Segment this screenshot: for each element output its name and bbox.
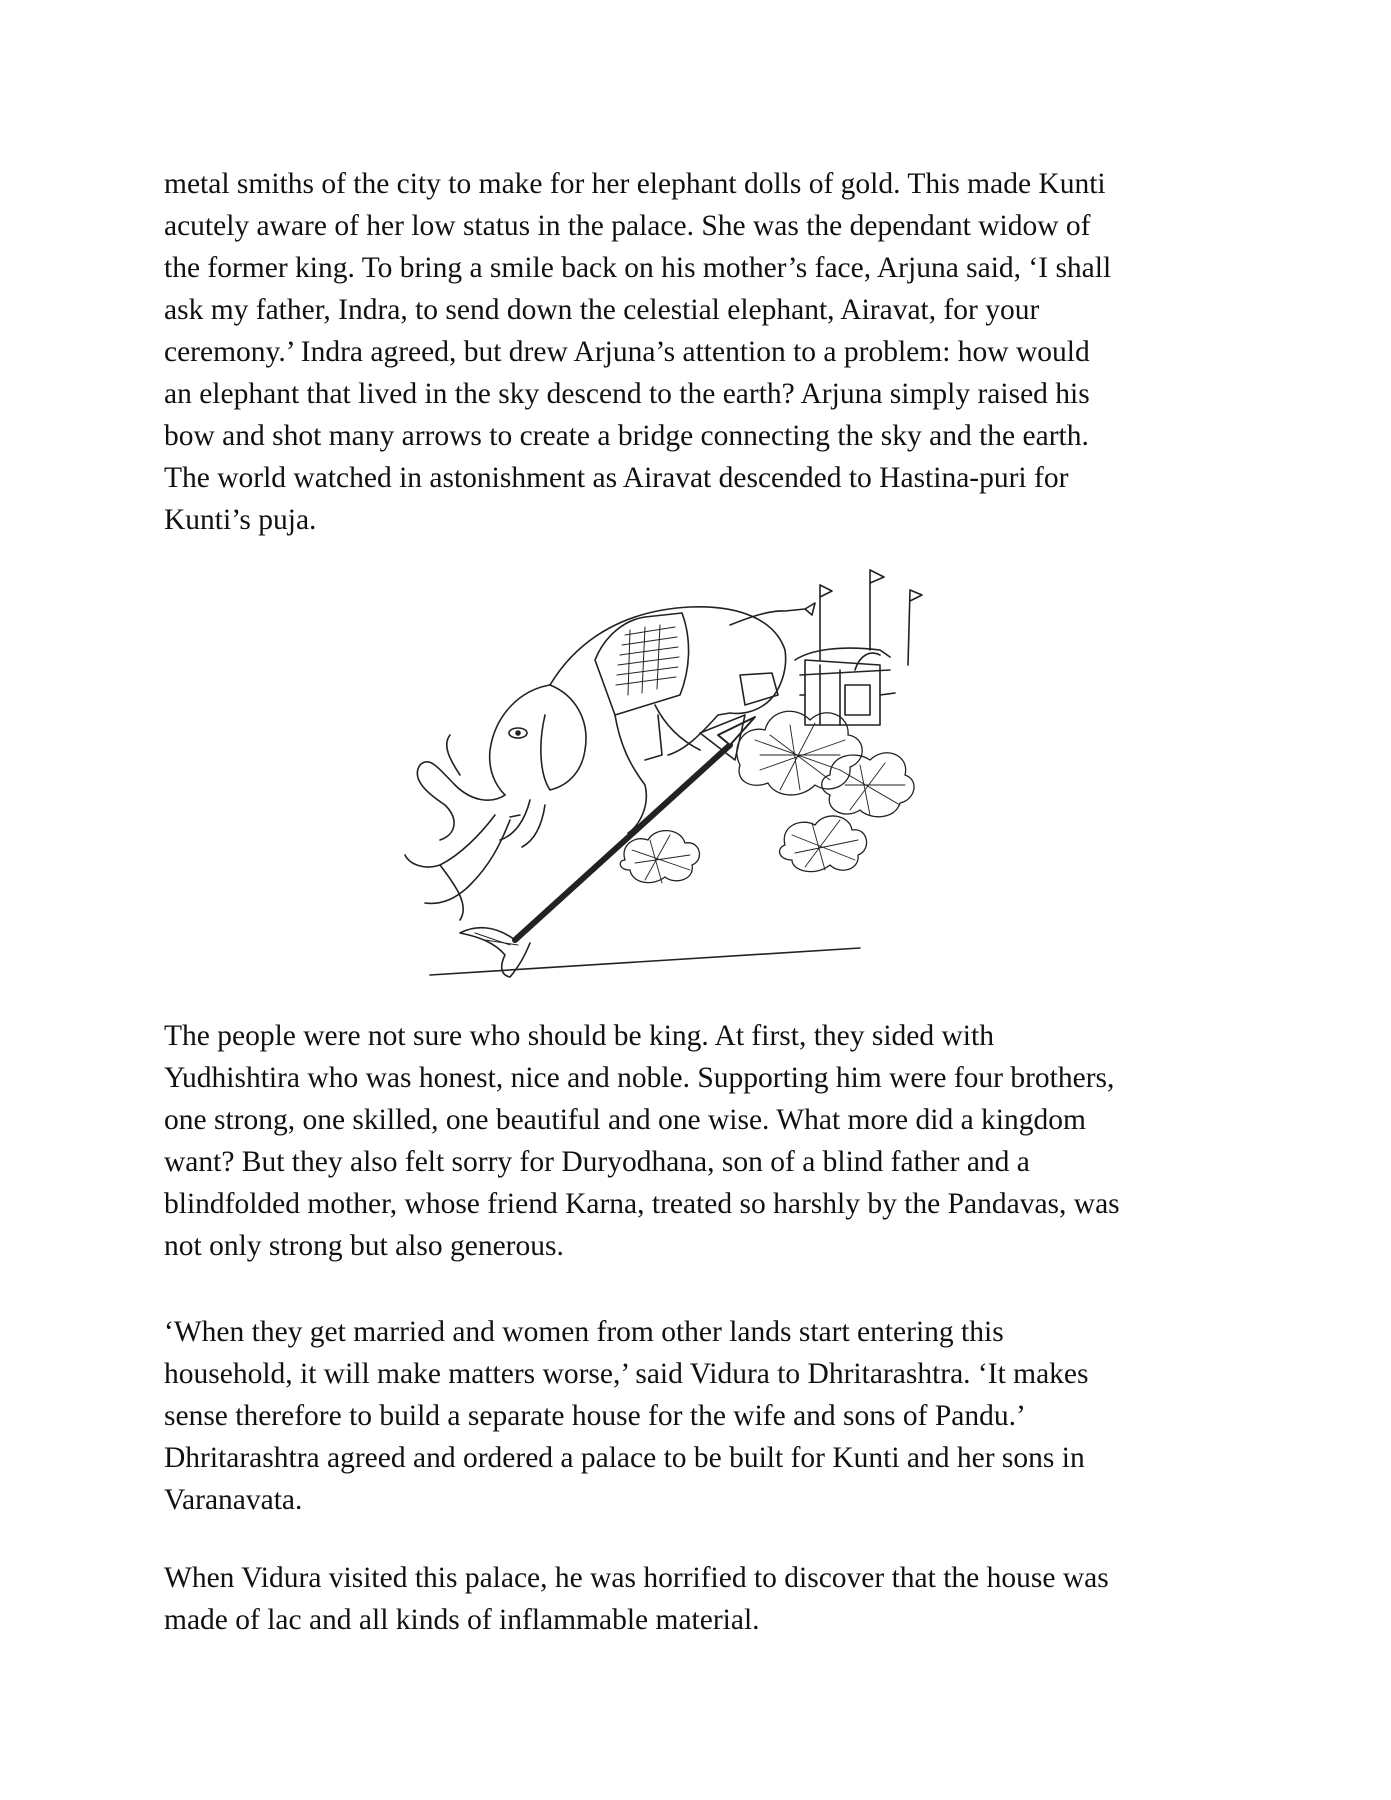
- saddle-pattern: [616, 625, 679, 695]
- paragraph-who-should-be-king: The people were not sure who should be king. At first, they sided with Yudhishtira who was honest, nice and noble. Supporting him were four brothers, one strong, one skilled, one beautiful and one wise. What more did a kingdom want? But they also felt sorry for Duryodhana, son of a blind father and a blindfolded mother, whose friend Karna, treated so harshly by the Pandavas, was not only strong but also generous.: [164, 1020, 1120, 1262]
- ground-line: [430, 948, 860, 975]
- palace-illustration: [795, 570, 922, 725]
- arrow-bridge: [460, 715, 755, 977]
- paragraph-house-of-lac: When Vidura visited this palace, he was horrified to discover that the house was made of lac and all kinds of inflammable material.: [164, 1562, 1109, 1636]
- elephant-figure: [405, 603, 815, 920]
- paragraph-separate-house: ‘When they get married and women from other lands start entering this household, it will make matters worse,’ said Vidura to Dhritarashtra. ‘It makes sense therefore to build a separate house for the wife and sons of Pandu.’ Dhritarashtra agreed and ordered a palace to be built for Kunti and her sons in Varanavata.: [164, 1316, 1089, 1516]
- elephant-descending-arrow-bridge-illustration: [400, 565, 1010, 985]
- paragraph-airavat-descent: metal smiths of the city to make for her elephant dolls of gold. This made Kunti acutely aware of her low status in the palace. She was the dependant widow of the former king. To bring a smile back on his mother’s face, Arjuna said, ‘I shall ask my father, Indra, to send down the celestial elephant, Airavat, for your ceremony.’ Indra agreed, but drew Arjuna’s attention to a problem: how would an elephant that lived in the sky descend to the earth? Arjuna simply raised his bow and shot many arrows to create a bridge connecting the sky and the earth. The world watched in astonishment as Airavat descended to Hastina-puri for Kunti’s puja.: [164, 168, 1112, 536]
- clouds: [620, 711, 914, 883]
